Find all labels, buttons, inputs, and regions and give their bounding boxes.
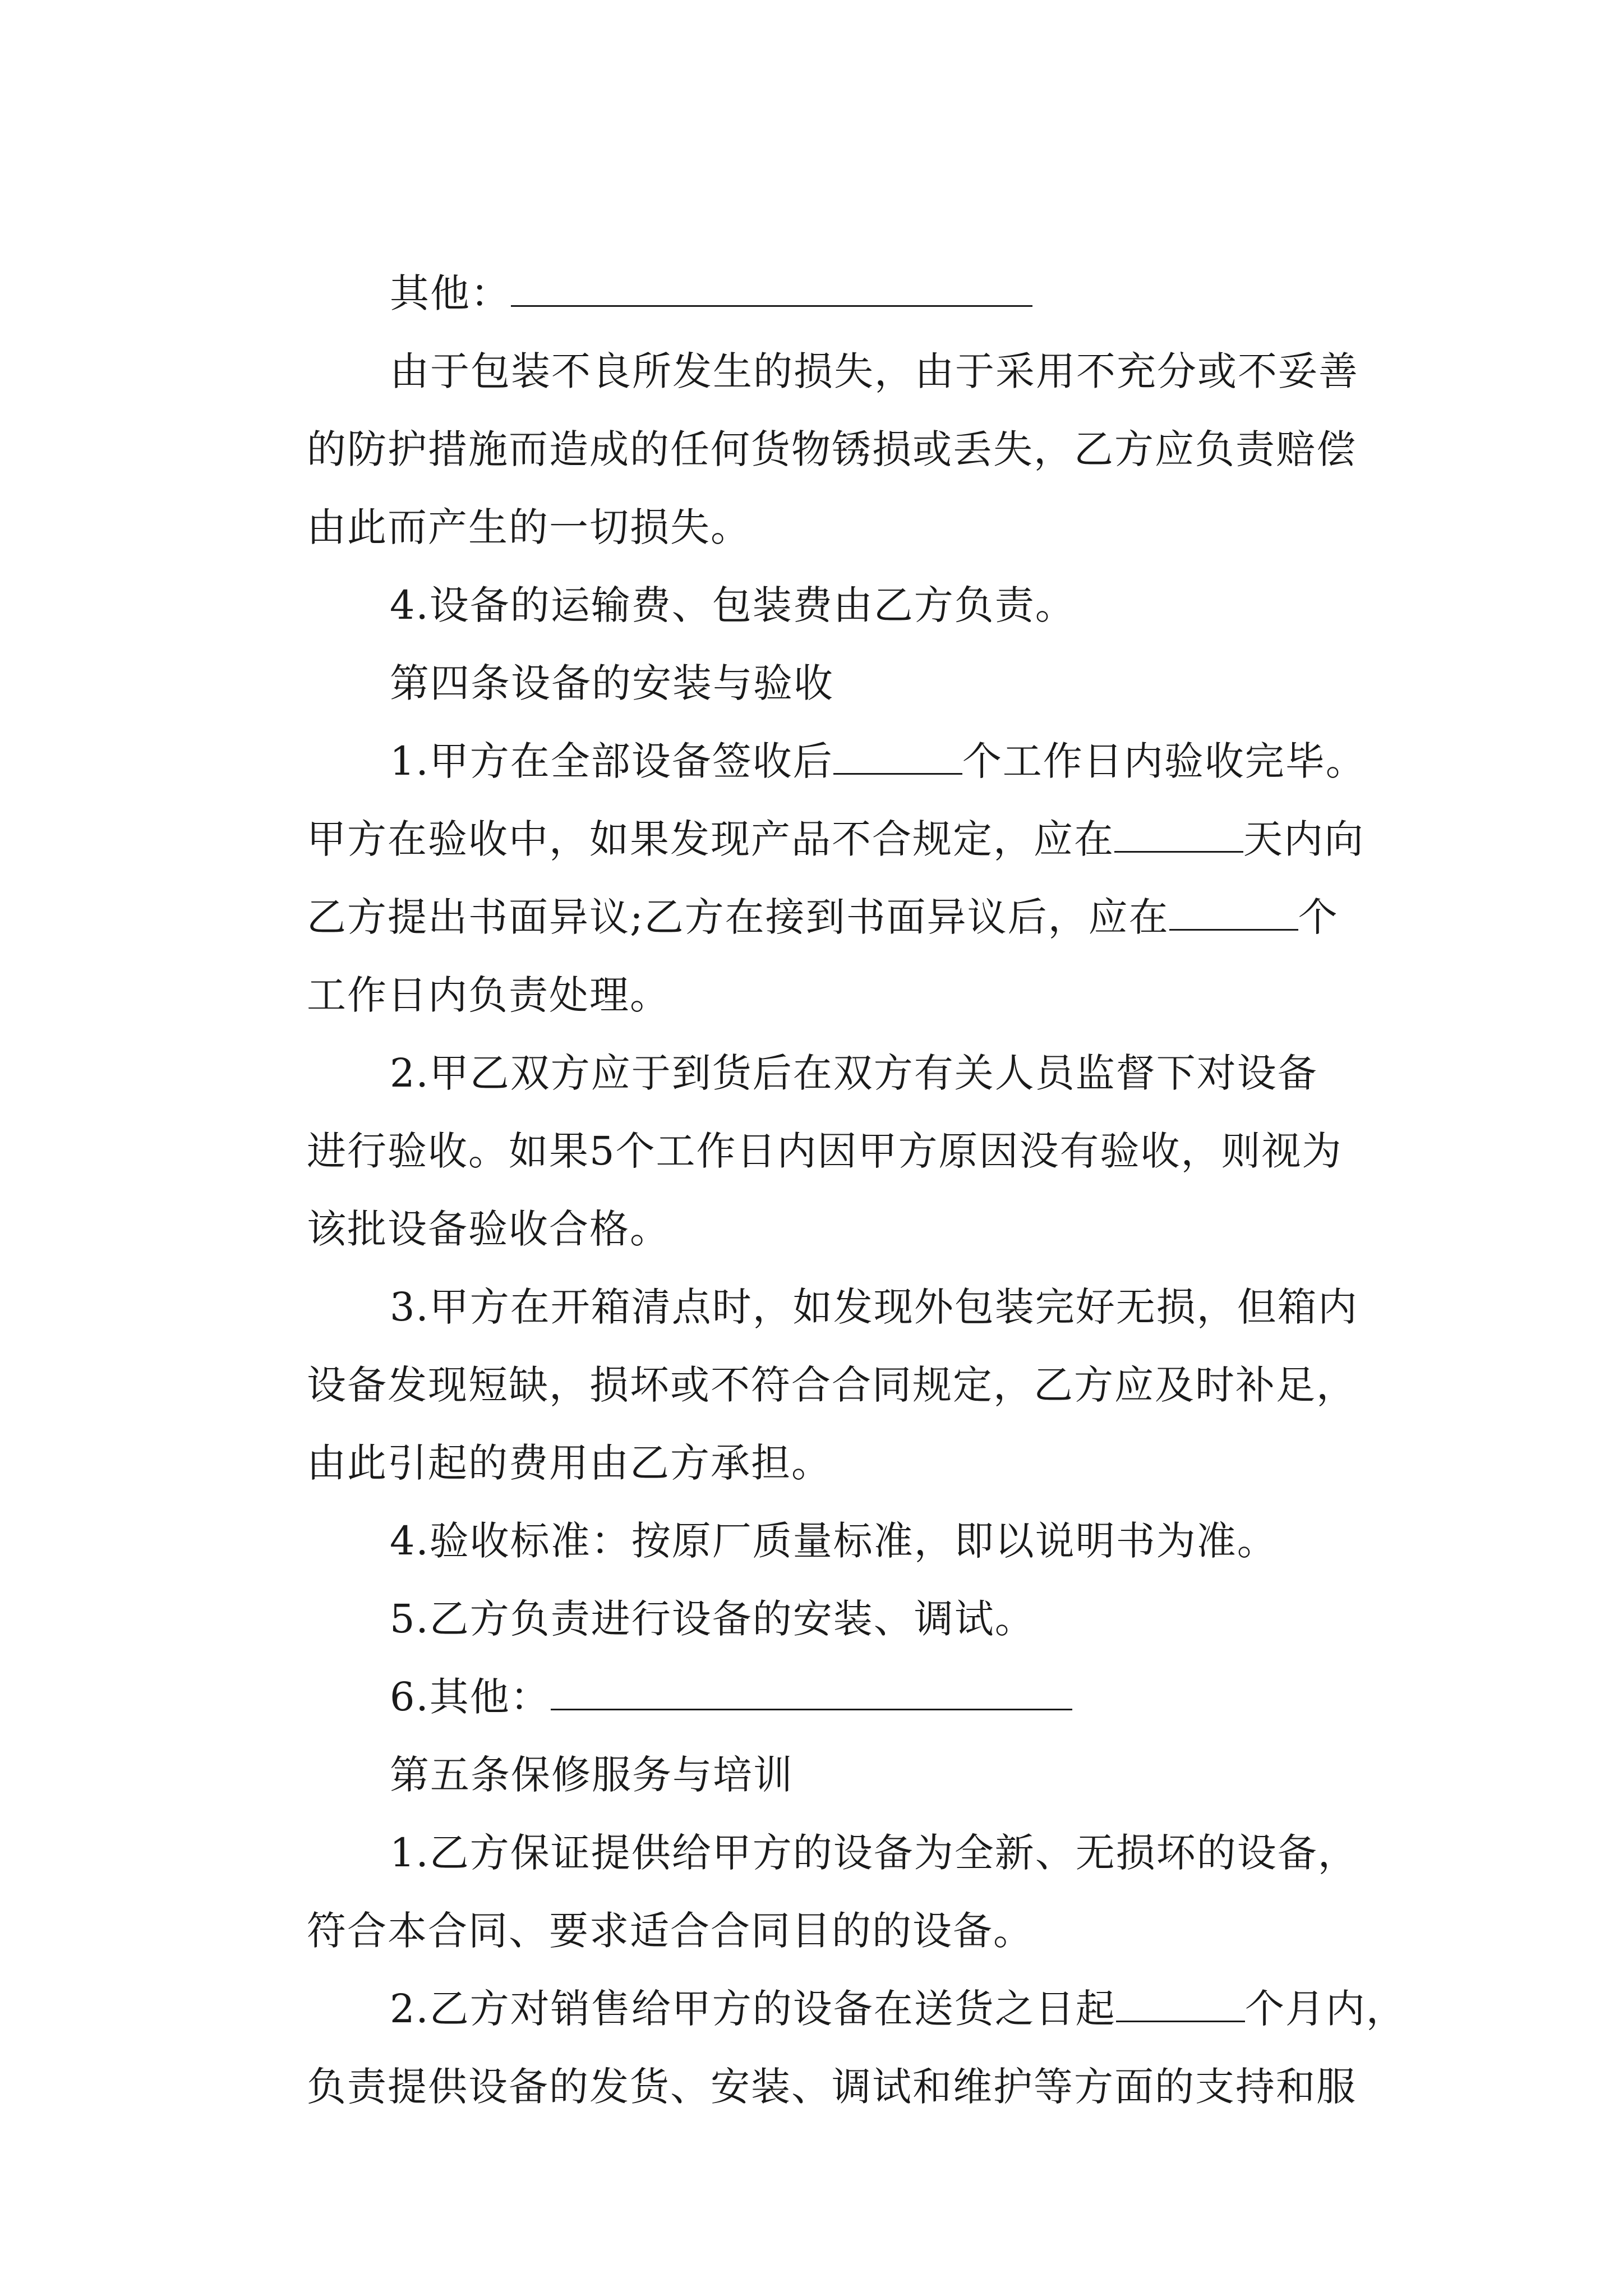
line-text: 4.验收标准：按原厂质量标准，即以说明书为准。 — [390, 1518, 1278, 1564]
text-line — [335, 216, 1032, 316]
text-line — [335, 1542, 1035, 1642]
text-line — [252, 918, 671, 1018]
line-text: 由于包装不良所发生的损失，由于采用不充分或不妥善 — [390, 348, 1359, 394]
line-text: 由此引起的费用由乙方承担。 — [307, 1440, 832, 1486]
text-line — [335, 1464, 1278, 1564]
line-text: 1.乙方保证提供给甲方的设备为全新、无损坏的设备， — [390, 1830, 1358, 1876]
line-text: 符合本合同、要求适合合同目的的设备。 — [307, 1908, 1034, 1954]
text-line — [335, 1775, 1358, 1876]
heading-text: 第四条设备的安装与验收 — [390, 660, 834, 706]
line-text: 该批设备验收合格。 — [307, 1206, 671, 1252]
line-text: 6.其他： — [390, 1674, 551, 1720]
line-text: 由此而产生的一切损失。 — [307, 504, 751, 550]
section-heading — [335, 1697, 794, 1798]
line-text-after: 个月内， — [1244, 1986, 1407, 2032]
text-line — [335, 1619, 1072, 1720]
text-line — [252, 1853, 1034, 1954]
text-line — [252, 372, 1357, 472]
line-text: 3.甲方在开箱清点时，如发现外包装完好无损，但箱内 — [390, 1284, 1358, 1330]
line-text: 乙方提出书面异议;乙方在接到书面异议后，应在 — [307, 894, 1169, 940]
section-heading — [335, 606, 834, 706]
heading-text: 第五条保修服务与培训 — [390, 1752, 794, 1798]
line-text: 2.甲乙双方应于到货后在双方有关人员监督下对设备 — [390, 1050, 1318, 1096]
fill-in-blank — [1169, 894, 1298, 931]
line-text-after: 个工作日内验收完毕。 — [962, 738, 1366, 784]
line-text: 5.乙方负责进行设备的安装、调试。 — [390, 1596, 1035, 1642]
line-text-after: 天内向 — [1243, 816, 1365, 862]
line-text: 进行验收。如果5个工作日内因甲方原因没有验收，则视为 — [307, 1128, 1343, 1174]
text-line — [252, 1308, 1357, 1408]
text-line — [335, 684, 1366, 784]
text-line — [335, 1931, 1407, 2032]
line-text: 的防护措施而造成的任何货物锈损或丢失，乙方应负责赔偿 — [307, 426, 1357, 472]
text-line — [252, 762, 1365, 862]
text-line — [252, 1386, 832, 1486]
text-line — [335, 996, 1318, 1096]
line-text: 4.设备的运输费、包装费由乙方负责。 — [390, 582, 1076, 628]
text-line — [335, 1230, 1358, 1330]
line-text: 负责提供设备的发货、安装、调试和维护等方面的支持和服 — [307, 2064, 1357, 2110]
text-line — [252, 2009, 1357, 2110]
line-text: 设备发现短缺，损坏或不符合合同规定，乙方应及时补足， — [307, 1362, 1357, 1408]
line-text: 2.乙方对销售给甲方的设备在送货之日起 — [390, 1986, 1116, 2032]
line-text: 甲方在验收中，如果发现产品不合规定，应在 — [307, 816, 1115, 862]
text-line — [252, 450, 751, 550]
line-text-after: 个 — [1298, 894, 1339, 940]
line-text: 其他： — [390, 270, 511, 316]
line-text: 工作日内负责处理。 — [307, 972, 671, 1018]
text-line — [335, 294, 1359, 394]
text-line — [252, 840, 1339, 940]
text-line — [252, 1152, 671, 1252]
line-text: 1.甲方在全部设备签收后 — [390, 738, 833, 784]
text-line — [252, 1074, 1343, 1174]
text-line — [335, 528, 1076, 628]
